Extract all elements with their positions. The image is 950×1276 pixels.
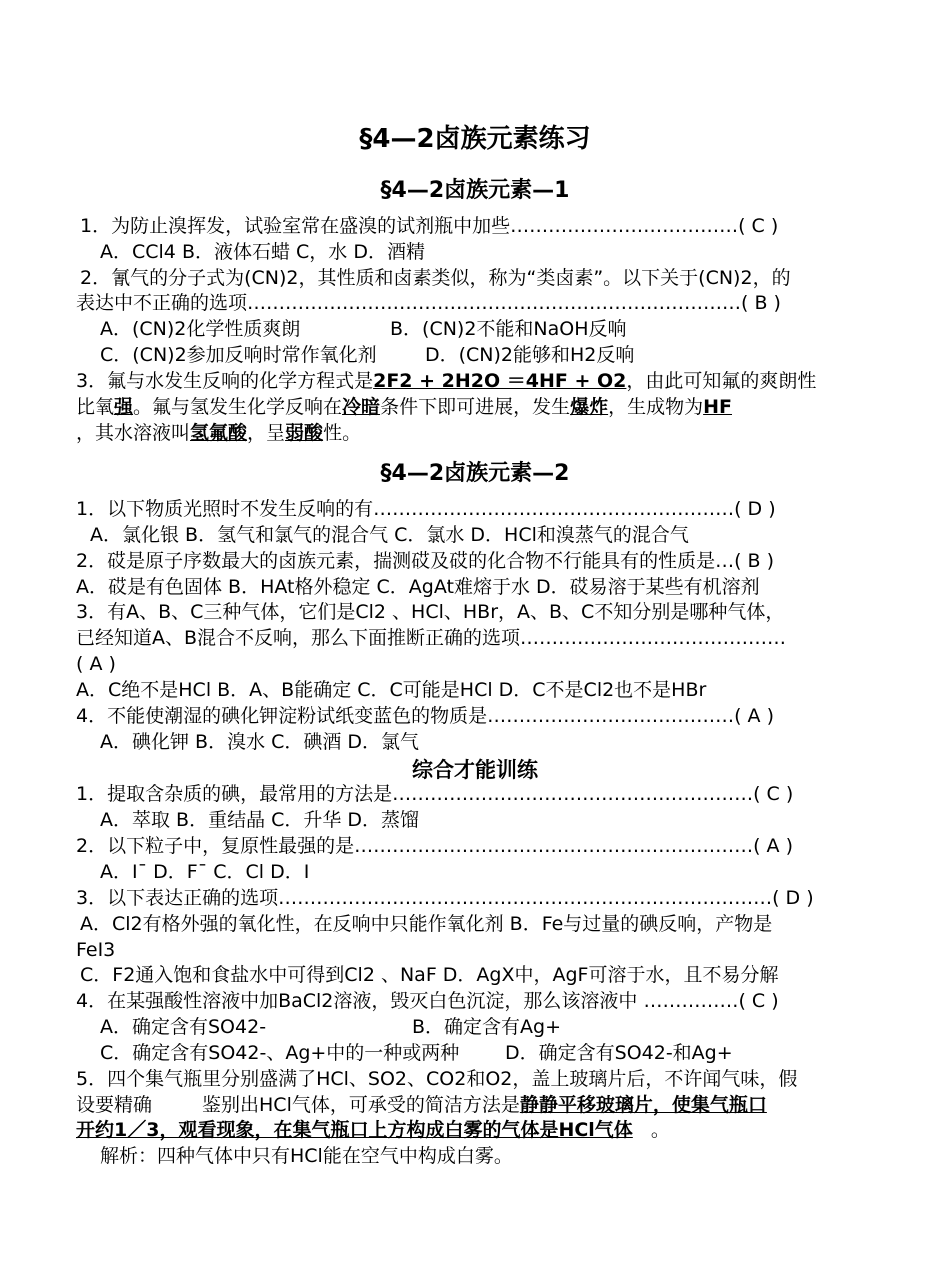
s3-q3-stem: 3．以下表达正确的选项……………………………………………………………………( D ) <box>76 887 814 909</box>
s1-q3-answer-hydrofluoric-acid: 氢氟酸 <box>190 422 248 444</box>
s1-q3-line3 <box>76 421 361 445</box>
page-title: §4—2卤族元素练习 <box>359 124 591 154</box>
s3-q5-text-2: 设要精确 <box>76 1094 153 1116</box>
s2-q3-options: A．C绝不是HCl B．A、B能确定 C．C可能是HCl D．C不是Cl2也不是HBr <box>76 679 707 701</box>
s3-q3-options-ab-line1: A．Cl2有格外强的氧化性，在反响中只能作氧化剂 B．Fe与过量的碘反响，产物是 <box>80 913 773 935</box>
s3-q2-options: A．I¯ D．F¯ C．Cl D．I <box>100 861 310 883</box>
s1-q3-answer-strong: 强 <box>114 396 134 418</box>
s2-q4-stem: 4．不能使潮湿的碘化钾淀粉试纸变蓝色的物质是…………………………………( A ) <box>76 705 774 727</box>
s3-q5-line2 <box>76 1093 767 1117</box>
s3-q4-option-c: C．确定含有SO42-、Ag+中的一种或两种 <box>100 1042 460 1064</box>
s3-q5-line3 <box>76 1118 670 1142</box>
s1-q3-text-3: 比氧 <box>76 396 115 418</box>
s1-q1-stem: 1．为防止溴挥发，试验室常在盛溴的试剂瓶中加些………………………………( C ) <box>80 215 779 237</box>
section-2-heading: §4—2卤族元素—2 <box>380 461 570 486</box>
section-1-heading: §4—2卤族元素—1 <box>380 178 570 203</box>
s2-q3-stem-line2: 已经知道A、B混合不反响，那么下面推断正确的选项…………………………………… <box>76 627 787 649</box>
s1-q3-text-9: 性。 <box>323 422 362 444</box>
s1-q3-text-1: 3．氟与水发生反响的化学方程式是 <box>76 370 374 392</box>
s1-q3-line2 <box>76 395 732 419</box>
s3-q4-stem: 4．在某强酸性溶液中加BaCl2溶液，毁灭白色沉淀，那么该溶液中 ……………( C ) <box>76 990 779 1012</box>
s2-q1-stem: 1．以下物质光照时不发生反响的有…………………………………………………( D ) <box>76 498 776 520</box>
s3-q1-stem: 1．提取含杂质的碘，最常用的方法是…………………………………………………( C ) <box>76 783 794 805</box>
s3-q5-text-4: 。 <box>650 1119 670 1141</box>
s1-q2-option-c: C．(CN)2参加反响时常作氧化剂 <box>100 344 377 366</box>
s3-q5-text-3: 鉴别出HCl气体，可承受的简洁方法是 <box>202 1094 520 1116</box>
s3-q3-options-cd: C．F2通入饱和食盐水中可得到Cl2 、NaF D．AgX中，AgF可溶于水，且不易分解 <box>80 964 779 986</box>
s3-q3-options-ab-line2: FeI3 <box>76 939 116 961</box>
s1-q2-option-a: A．(CN)2化学性质爽朗 <box>100 318 301 340</box>
section-3-heading: 综合才能训练 <box>412 758 538 782</box>
s1-q2-stem-line1: 2．氰气的分子式为(CN)2，其性质和卤素类似，称为“类卤素”。以下关于(CN)2，的 <box>80 267 791 289</box>
s3-q5-answer-part1: 静静平移玻璃片，使集气瓶口 <box>519 1094 767 1116</box>
s2-q1-options: A．氯化银 B．氢气和氯气的混合气 C．氯水 D．HCl和溴蒸气的混合气 <box>90 524 689 546</box>
s3-q5-analysis: 解析：四种气体中只有HCl能在空气中构成白雾。 <box>100 1145 513 1167</box>
s2-q2-stem: 2．砹是原子序数最大的卤族元素，揣测砹及砹的化合物不行能具有的性质是…( B ) <box>76 550 775 572</box>
s1-q3-answer-hf: HF <box>703 396 732 418</box>
s1-q3-text-4: 。氟与氢发生化学反响在 <box>133 396 343 418</box>
s3-q5-answer-part2: 开约1／3，观看现象，在集气瓶口上方构成白雾的气体是HCl气体 <box>76 1119 633 1141</box>
s3-q1-options: A．萃取 B．重结晶 C．升华 D．蒸馏 <box>100 809 420 831</box>
s1-q3-answer-weak-acid: 弱酸 <box>285 422 324 444</box>
s2-q3-answer: ( A ) <box>76 653 116 675</box>
s1-q2-option-b: B．(CN)2不能和NaOH反响 <box>390 318 627 340</box>
s1-q3-text-2: ，由此可知氟的爽朗性 <box>626 370 817 392</box>
s1-q3-text-8: ，呈 <box>247 422 286 444</box>
s2-q4-options: A．碘化钾 B．溴水 C．碘酒 D．氯气 <box>100 731 420 753</box>
s3-q2-stem: 2．以下粒子中，复原性最强的是………………………………………………………( A ) <box>76 835 793 857</box>
s1-q2-stem-line2: 表达中不正确的选项……………………………………………………………………( B ) <box>76 292 781 314</box>
s3-q4-option-b: B．确定含有Ag+ <box>412 1016 562 1038</box>
s2-q2-options: A．砹是有色固体 B．HAt格外稳定 C．AgAt难熔于水 D．砹易溶于某些有机溶剂 <box>76 576 760 598</box>
s1-q2-option-d: D．(CN)2能够和H2反响 <box>425 344 635 366</box>
s1-q3-text-5: 条件下即可进展，发生 <box>380 396 571 418</box>
s1-q1-options: A．CCl4 B．液体石蜡 C，水 D．酒精 <box>100 241 425 263</box>
s1-q3-text-7: ，其水溶液叫 <box>76 422 191 444</box>
s3-q4-option-a: A．确定含有SO42- <box>100 1016 267 1038</box>
s1-q3-answer-equation: 2F2 + 2H2O ＝4HF + O2 <box>373 370 627 392</box>
s3-q4-option-d: D．确定含有SO42-和Ag+ <box>505 1042 733 1064</box>
s1-q3-line1 <box>76 369 816 393</box>
s1-q3-answer-explosion: 爆炸 <box>570 396 609 418</box>
s3-q5-line1: 5．四个集气瓶里分别盛满了HCl、SO2、CO2和O2，盖上玻璃片后，不许闻气味，假 <box>76 1068 798 1090</box>
s1-q3-text-6: ，生成物为 <box>608 396 704 418</box>
s1-q3-answer-cold-dark: 冷暗 <box>342 396 381 418</box>
s2-q3-stem-line1: 3．有A、B、C三种气体，它们是Cl2 、HCl、HBr，A、B、C不知分别是哪种气体， <box>76 601 785 623</box>
